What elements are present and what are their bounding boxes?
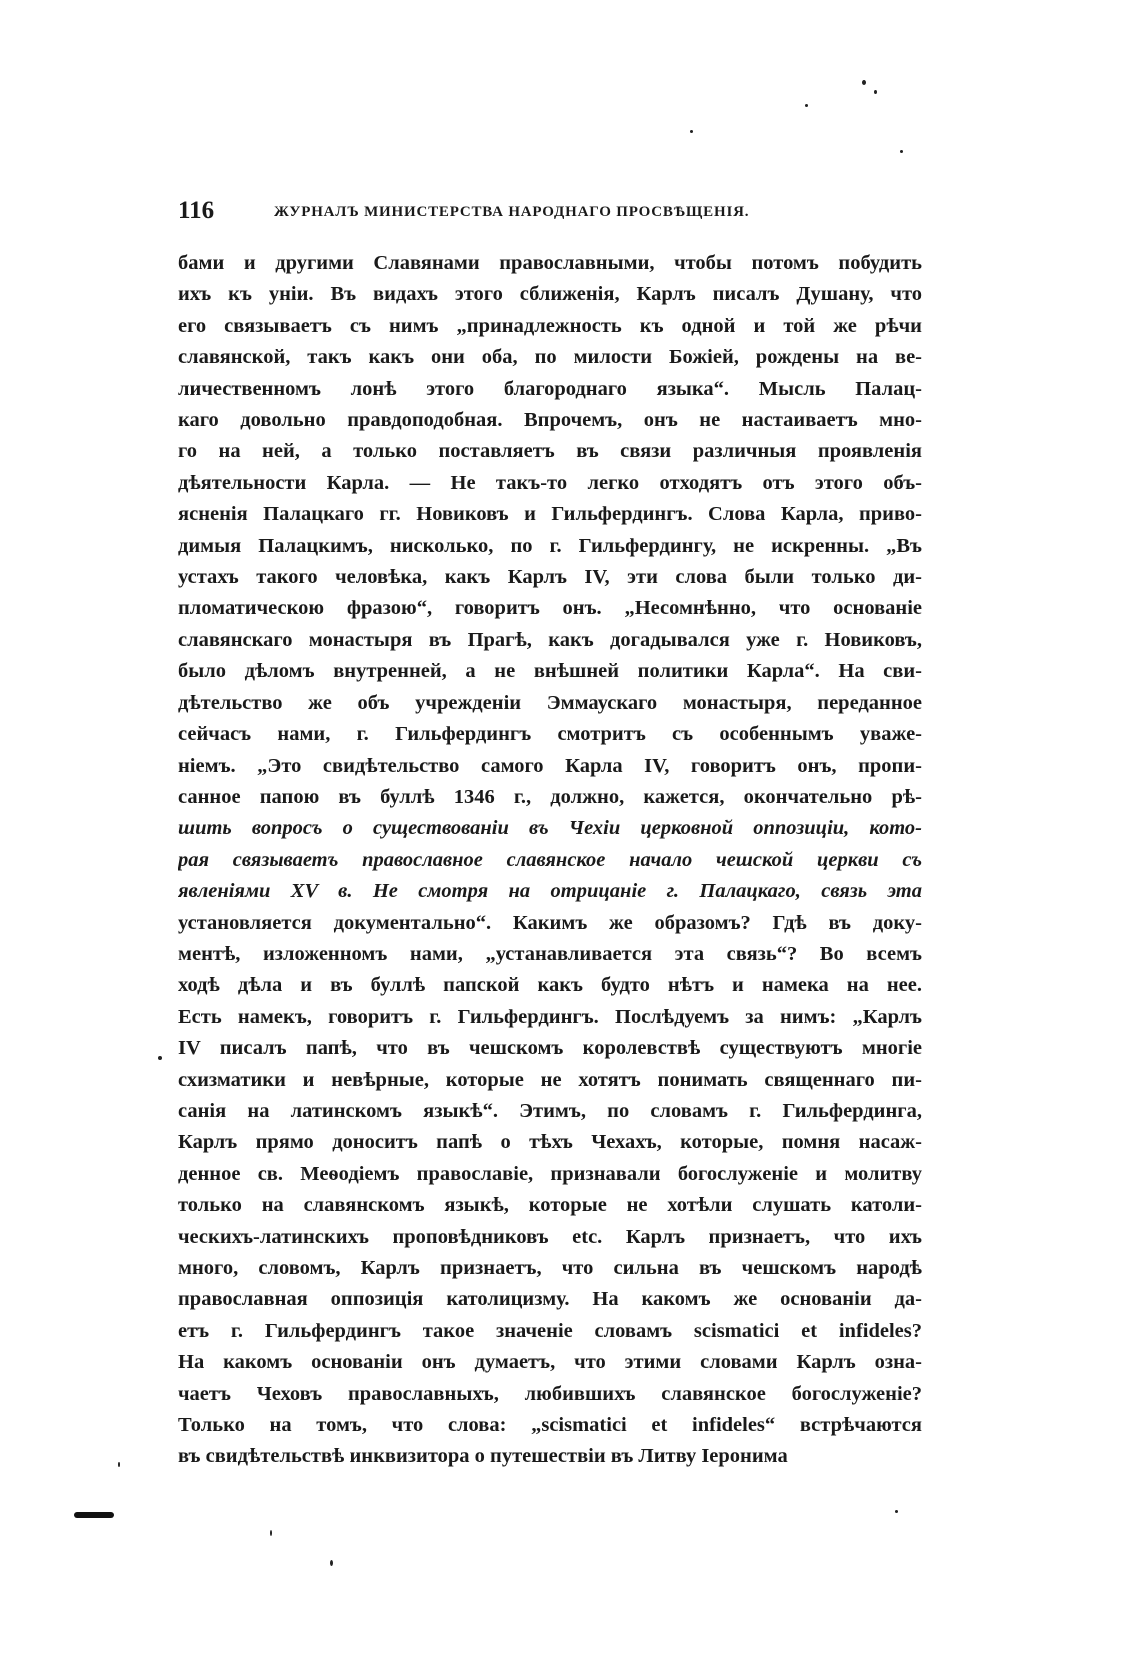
body-text	[178, 248, 922, 1473]
text-line: етъ г. Гильфердингъ такое значеніе словамъ scismatici et infideles?	[178, 1319, 922, 1342]
text-line: въ свидѣтельствѣ инквизитора о путешествіи въ Литву Іеронима	[178, 1445, 788, 1468]
text-line: его связываетъ съ нимъ „принадлежность къ одной и той же рѣчи	[178, 314, 922, 337]
scan-speck	[270, 1530, 272, 1536]
page-header	[178, 196, 922, 226]
scan-speck	[895, 1510, 898, 1513]
text-line: ясненія Палацкаго гг. Новиковъ и Гильфердингъ. Слова Карла, приво-	[178, 503, 922, 526]
text-line-italic: рая связываетъ православное славянское начало чешской церкви съ	[178, 848, 922, 871]
scan-artifact-dash	[74, 1512, 114, 1518]
text-line: много, словомъ, Карлъ признаетъ, что сильна въ чешскомъ народѣ	[178, 1257, 922, 1279]
scan-speck	[862, 80, 866, 85]
text-line-italic: явленіями XV в. Не смотря на отрицаніе г. Палацкаго, связь эта	[178, 880, 922, 903]
scan-speck	[330, 1560, 333, 1566]
running-title: ЖУРНАЛЪ МИНИСТЕРСТВА НАРОДНАГО ПРОСВѢЩЕНІЯ.	[274, 204, 750, 220]
text-line: Есть намекъ, говоритъ г. Гильфердингъ. Послѣдуемъ за нимъ: „Карлъ	[178, 1005, 922, 1028]
text-line: было дѣломъ внутренней, а не внѣшней политики Карла“. На сви-	[178, 660, 922, 683]
text-line: православная оппозиція католицизму. На какомъ же основаніи да-	[178, 1288, 922, 1311]
scan-speck	[900, 150, 903, 153]
text-line: IV писалъ папѣ, что въ чешскомъ королевствѣ существуютъ многіе	[178, 1037, 922, 1060]
text-line: ментѣ, изложенномъ нами, „устанавливается эта связь“? Во всемъ	[178, 942, 922, 965]
page-number: 116	[178, 197, 215, 224]
text-line: пломатическою фразою“, говоритъ онъ. „Несомнѣнно, что основаніе	[178, 597, 922, 620]
scan-speck	[874, 90, 877, 94]
text-line-italic: шить вопросъ о существованіи въ Чехіи церковной оппозиціи, кото-	[178, 817, 922, 840]
scan-speck	[118, 1462, 120, 1467]
text-line: устахъ такого человѣка, какъ Карлъ IV, эти слова были только ди-	[178, 566, 922, 589]
text-line: санное папою въ буллѣ 1346 г., должно, кажется, окончательно рѣ-	[178, 785, 922, 808]
text-line: схизматики и невѣрные, которые не хотятъ понимать священнаго пи-	[178, 1068, 922, 1091]
text-line: чаетъ Чеховъ православныхъ, любившихъ славянское богослуженіе?	[178, 1382, 922, 1405]
text-line: установляется документально“. Какимъ же образомъ? Гдѣ въ доку-	[178, 911, 922, 934]
scan-speck	[158, 1056, 162, 1060]
text-line: бами и другими Славянами православными, чтобы потомъ побудить	[178, 252, 922, 274]
text-line: ходѣ дѣла и въ буллѣ папской какъ будто нѣтъ и намека на нее.	[178, 974, 922, 997]
text-line: славянской, такъ какъ они оба, по милости Божіей, рождены на ве-	[178, 346, 922, 369]
text-line: дѣятельности Карла. — Не такъ-то легко отходятъ отъ этого объ-	[178, 471, 922, 494]
scan-speck	[805, 104, 808, 107]
text-line: санія на латинскомъ языкѣ“. Этимъ, по словамъ г. Гильфердинга,	[178, 1099, 922, 1122]
text-line: Только на томъ, что слова: „scismatici et infideles“ встрѣчаются	[178, 1414, 922, 1437]
text-line: ніемъ. „Это свидѣтельство самого Карла IV, говоритъ онъ, пропи-	[178, 754, 922, 777]
text-line: димыя Палацкимъ, нисколько, по г. Гильфердингу, не искренны. „Въ	[178, 534, 922, 557]
text-line: денное св. Меѳодіемъ православіе, признавали богослуженіе и молитву	[178, 1162, 922, 1185]
text-line: славянскаго монастыря въ Прагѣ, какъ догадывался уже г. Новиковъ,	[178, 628, 922, 651]
text-line: личественномъ лонѣ этого благороднаго языка“. Мысль Палац-	[178, 377, 922, 400]
text-line: го на ней, а только поставляетъ въ связи различныя проявленія	[178, 440, 922, 463]
text-line: На какомъ основаніи онъ думаетъ, что этими словами Карлъ озна-	[178, 1351, 922, 1374]
text-line: ческихъ-латинскихъ проповѣдниковъ etc. Карлъ признаетъ, что ихъ	[178, 1225, 922, 1248]
text-line: только на славянскомъ языкѣ, которые не хотѣли слушать католи-	[178, 1194, 922, 1217]
text-line: Карлъ прямо доноситъ папѣ о тѣхъ Чехахъ, которые, помня насаж-	[178, 1131, 922, 1154]
text-line: сейчасъ нами, г. Гильфердингъ смотритъ съ особеннымъ уваже-	[178, 723, 922, 746]
scan-speck	[690, 130, 693, 133]
text-line: дѣтельство же объ учрежденіи Эммаускаго монастыря, переданное	[178, 691, 922, 714]
text-line: каго довольно правдоподобная. Впрочемъ, онъ не настаиваетъ мно-	[178, 409, 922, 432]
text-line: ихъ къ уніи. Въ видахъ этого сближенія, Карлъ писалъ Душану, что	[178, 283, 922, 306]
